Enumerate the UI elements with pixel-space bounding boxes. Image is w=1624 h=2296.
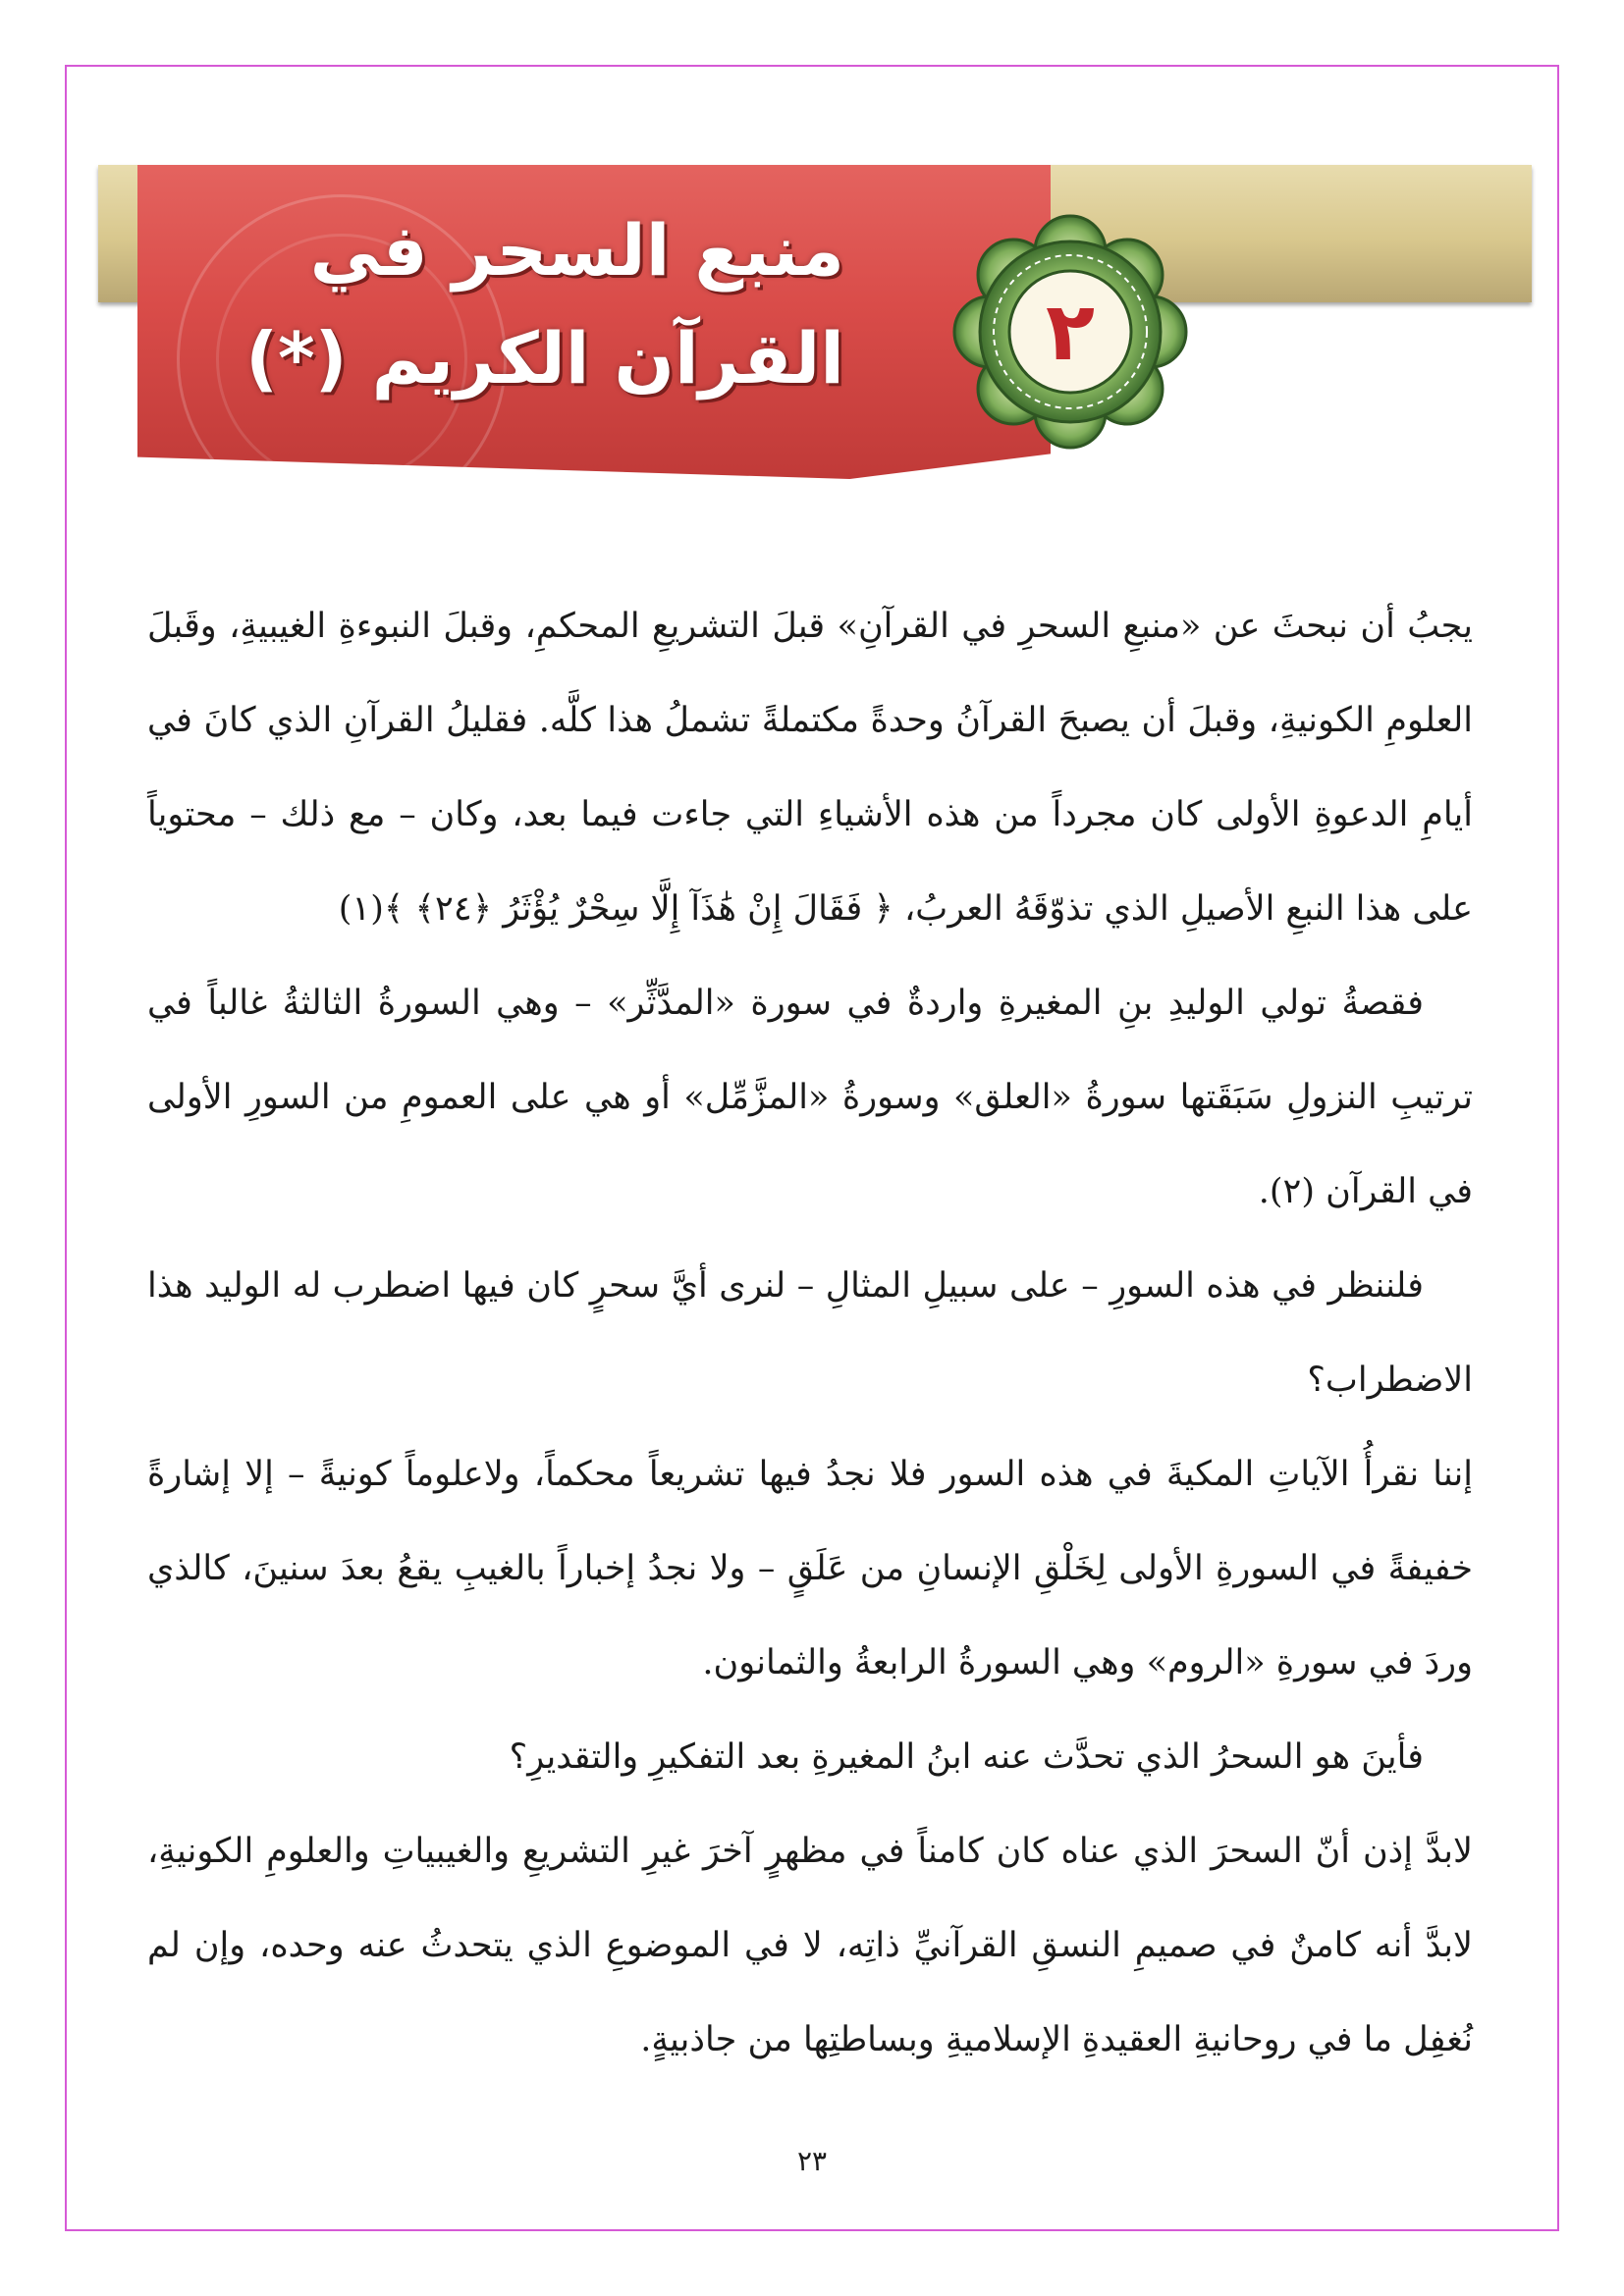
paragraph-4: إننا نقرأُ الآياتِ المكيةَ في هذه السور فلا نجدُ فيها تشريعاً محكماً، ولاعلوماً كونيةً – إلا إشارةً خفيفةً في السورةِ الأولى لِخَلْقِ الإنسانِ من عَلَقٍ – ولا نجدُ إخباراً بالغيبِ يقعُ بعدَ سنينَ، كالذي وردَ في سورةِ «الروم» وهي السورةُ الرابعةُ والثمانون.: [147, 1455, 1473, 1682]
page-number: ٢٣: [796, 2145, 828, 2177]
paragraph-1: يجبُ أن نبحثَ عن «منبعِ السحرِ في القرآنِ» قبلَ التشريعِ المحكمِ، وقبلَ النبوءةِ الغيبيةِ، وقَبلَ العلومِ الكونيةِ، وقبلَ أن يصبحَ القرآنُ وحدةً مكتملةً تشملُ هذا كلَّه. فقليلُ القرآنِ الذي كانَ في أيامِ الدعوةِ الأولى كان مجرداً من هذه الأشياءِ التي جاءت فيما بعد، وكان – مع ذلك – محتوياً على هذا النبعِ الأصيلِ الذي تذوّقَهُ العربُ، ﴿ فَقَالَ إِنْ هَٰذَآ إِلَّا سِحْرٌ يُؤْثَرُ ﴿٢٤﴾ ﴾(١): [147, 607, 1473, 929]
paragraph-6: لابدَّ إذن أنّ السحرَ الذي عناه كان كامناً في مظهرٍ آخرَ غيرِ التشريعِ والغيبياتِ والعلومِ الكونيةِ، لابدَّ أنه كامنٌ في صميمِ النسقِ القرآنيِّ ذاتِه، لا في الموضوعِ الذي يتحدثُ عنه وحده، وإن لم نُغفِل ما في روحانيةِ العقيدةِ الإسلاميةِ وبساطتِها من جاذبيةٍ.: [147, 1832, 1473, 2059]
chapter-number: ٢: [1045, 285, 1096, 379]
paragraph-3: فلننظر في هذه السورِ – على سبيلِ المثالِ – لنرى أيَّ سحرٍ كان فيها اضطرب له الوليد هذا الاضطراب؟: [147, 1266, 1473, 1400]
chapter-header-banner: [98, 165, 1532, 489]
paragraph-5: فأينَ هو السحرُ الذي تحدَّث عنه ابنُ المغيرةِ بعد التفكيرِ والتقديرِ؟: [509, 1737, 1424, 1777]
chapter-title-line1: منبع السحر في: [309, 209, 844, 292]
paragraph-2: فقصةُ تولي الوليدِ بنِ المغيرةِ واردةٌ في سورة «المدَّثِّر» – وهي السورةُ الثالثةُ غالباً في ترتيبِ النزولِ سَبَقَتها سورةُ «العلق» وسورةُ «المزَّمِّل» أو هي على العمومِ من السورِ الأولى في القرآن (٢).: [147, 984, 1473, 1211]
chapter-number-emblem: [943, 204, 1198, 459]
article-body: [147, 579, 1473, 2087]
chapter-title-line2: القرآن الكريم (*): [245, 317, 844, 400]
